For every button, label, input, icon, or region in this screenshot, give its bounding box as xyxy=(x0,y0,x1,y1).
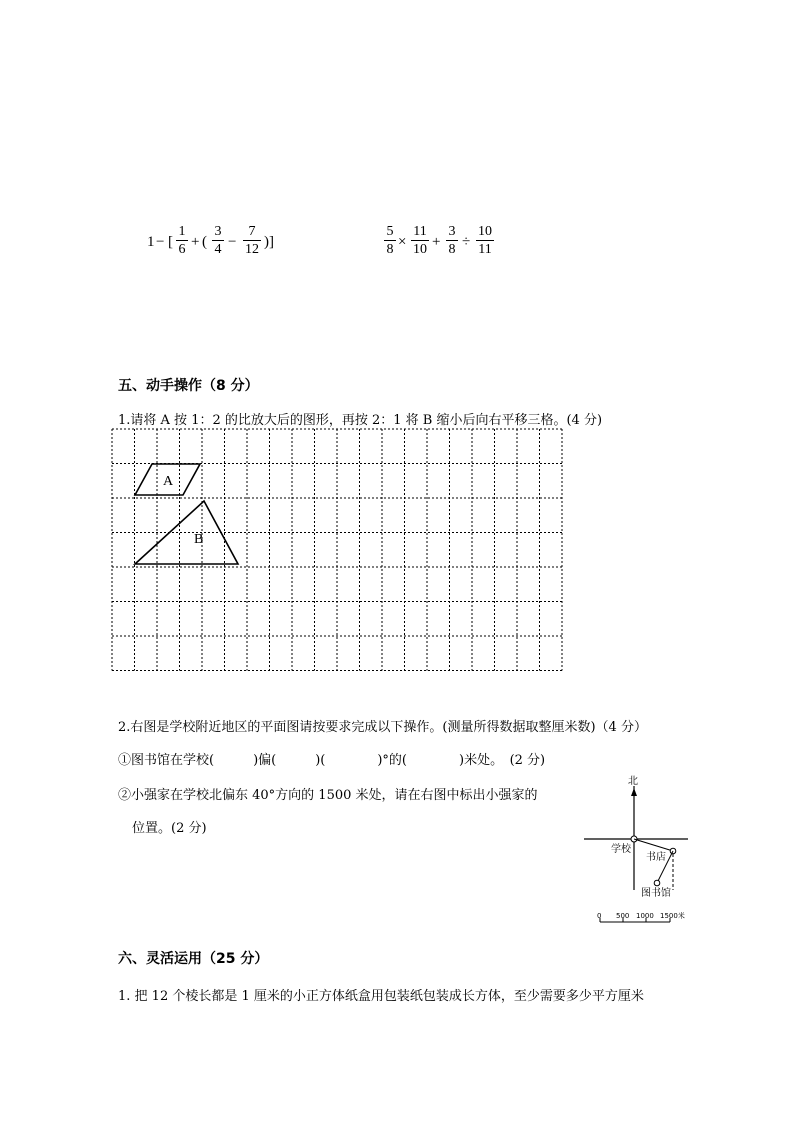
map-figure xyxy=(578,772,693,927)
expr1-plus: + xyxy=(191,234,200,250)
map-library-label: 图书馆 xyxy=(641,888,671,899)
expr1-frac-2: 3 4 xyxy=(212,224,224,257)
scale-label-0: 0 xyxy=(597,912,602,920)
expr2-frac-3: 3 8 xyxy=(446,224,458,257)
expr1-close: )] xyxy=(264,234,274,250)
expr2-plus: + xyxy=(432,234,441,250)
expr2-times: × xyxy=(398,234,407,250)
expr1-minus-2: − xyxy=(228,234,237,250)
section-6-question-1: 1. 把 12 个棱长都是 1 厘米的小正方体纸盒用包装纸包装成长方体，至少需要多少平方厘米 xyxy=(118,989,644,1004)
scale-label-1500: 1500米 xyxy=(660,912,685,920)
section-6-heading: 六、灵活运用（25 分） xyxy=(118,951,269,967)
grid-figure xyxy=(108,425,568,671)
section-5-question-2-part-1: ①图书馆在学校( )偏( )( )°的( )米处。 (2 分) xyxy=(118,753,546,768)
map-school-label: 学校 xyxy=(611,844,631,855)
section-5-question-1: 1.请将 A 按 1：2 的比放大后的图形，再按 2：1 将 B 缩小后向右平移三格。(4 分) xyxy=(118,413,603,428)
expr2-divide: ÷ xyxy=(462,234,471,250)
map-bookstore-label: 书店 xyxy=(646,852,666,863)
scale-label-1000: 1000 xyxy=(636,912,654,920)
shape-b-label: B xyxy=(194,532,204,547)
library-point xyxy=(654,880,660,886)
expr1-minus: − xyxy=(156,234,165,250)
section-5-question-2: 2.右图是学校附近地区的平面图请按要求完成以下操作。(测量所得数据取整厘米数)（4 分） xyxy=(118,720,647,735)
section-5-heading: 五、动手操作（8 分） xyxy=(118,378,259,394)
map-north-label: 北 xyxy=(628,776,638,787)
expr1-frac-3: 7 12 xyxy=(245,224,259,257)
expr2-frac-4: 10 11 xyxy=(478,224,492,257)
expr1-lead: 1 xyxy=(147,234,155,250)
section-5-question-2-part-2-line-2: 位置。(2 分) xyxy=(132,821,207,836)
expr1-open-bracket: [ xyxy=(168,234,173,250)
expr2-frac-2: 11 10 xyxy=(413,224,427,257)
shape-a-label: A xyxy=(163,474,174,489)
expr1-frac-1: 1 6 xyxy=(176,224,188,257)
expr2-frac-1: 5 8 xyxy=(384,224,396,257)
north-arrow-icon xyxy=(631,788,637,796)
scale-label-500: 500 xyxy=(616,912,630,920)
shape-b xyxy=(135,501,238,564)
expr1-open-paren: ( xyxy=(202,234,207,250)
section-5-question-2-part-2-line-1: ②小强家在学校北偏东 40°方向的 1500 米处，请在右图中标出小强家的 xyxy=(118,788,538,803)
